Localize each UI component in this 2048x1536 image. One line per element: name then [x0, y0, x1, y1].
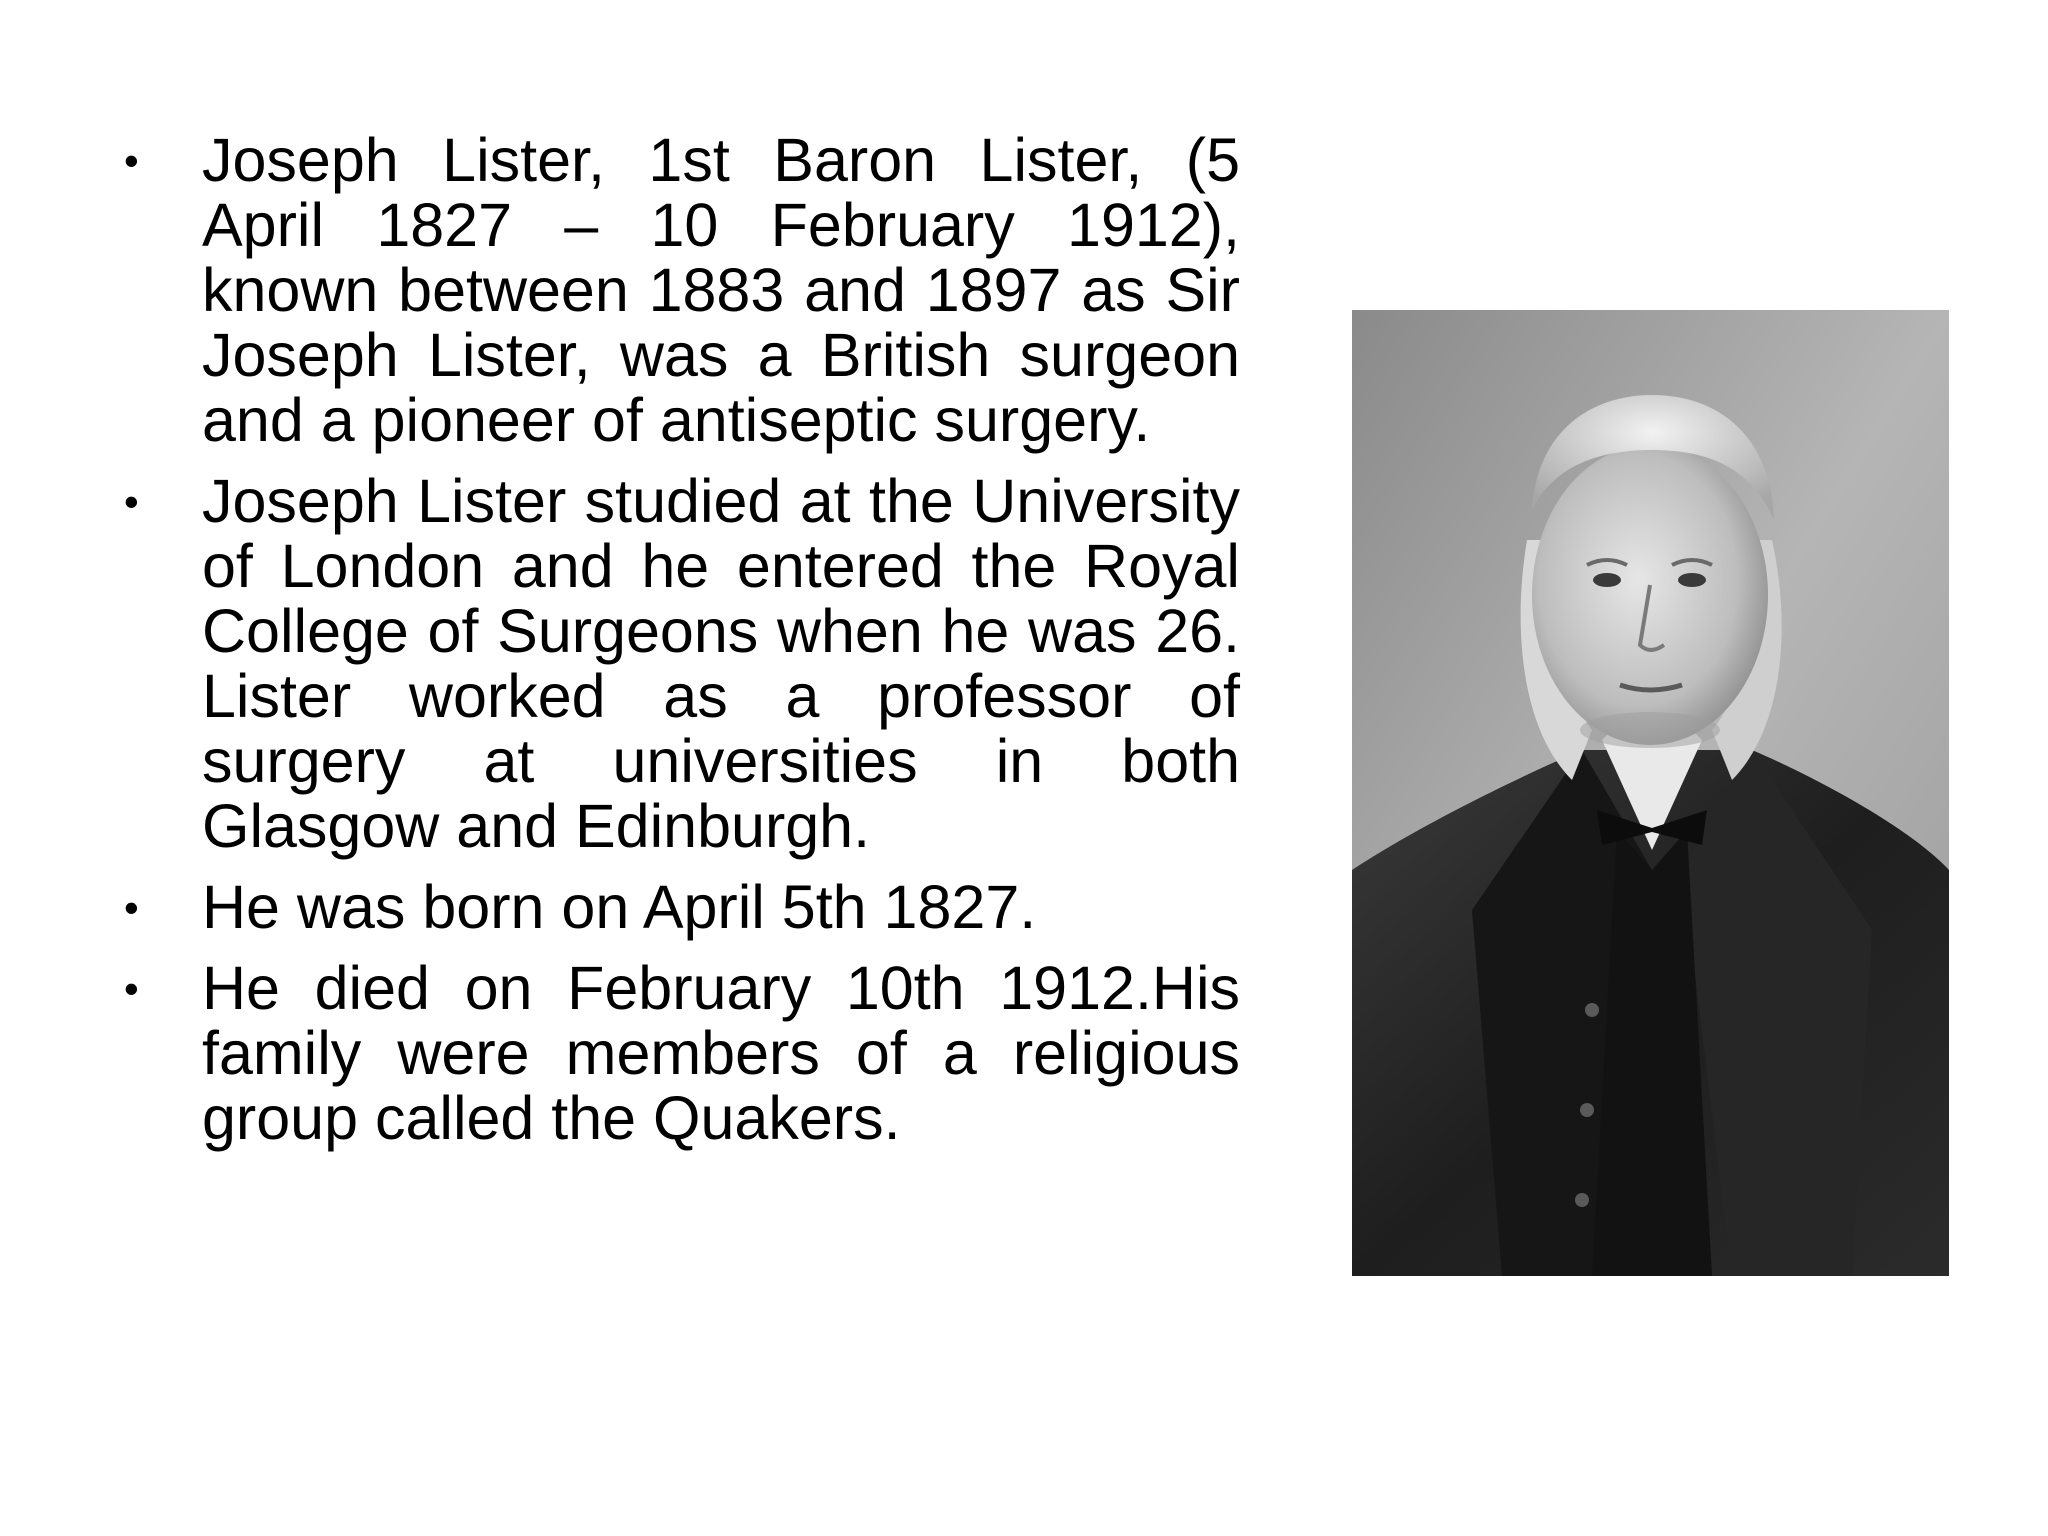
bullet-text-education: Joseph Lister studied at the University of London and he entered the Royal College of Surgeons when he was 26. Lister worked as a professor of surgery at universities in both Glasgow and Edinburgh.	[202, 467, 1240, 860]
bullet-item	[124, 469, 1240, 859]
bullet-item	[124, 875, 1240, 940]
bullet-dot-icon: •	[124, 478, 139, 525]
bullet-item	[124, 128, 1240, 453]
bullet-text-birth: He was born on April 5th 1827.	[202, 873, 1037, 941]
bullet-dot-icon: •	[124, 884, 139, 931]
portrait-image	[1352, 310, 1949, 1276]
portrait-photo-icon	[1352, 310, 1949, 1276]
bullet-text-death: He died on February 10th 1912.His family were members of a religious group called the Quakers.	[202, 954, 1240, 1152]
bullet-text-biography: Joseph Lister, 1st Baron Lister, (5 April 1827 – 10 February 1912), known between 1883 and 1897 as Sir Joseph Lister, was a British surgeon and a pioneer of antiseptic surgery.	[202, 126, 1240, 454]
bullet-item	[124, 956, 1240, 1151]
bullet-list	[124, 128, 1240, 1167]
bullet-dot-icon: •	[124, 965, 139, 1012]
bullet-dot-icon: •	[124, 137, 139, 184]
